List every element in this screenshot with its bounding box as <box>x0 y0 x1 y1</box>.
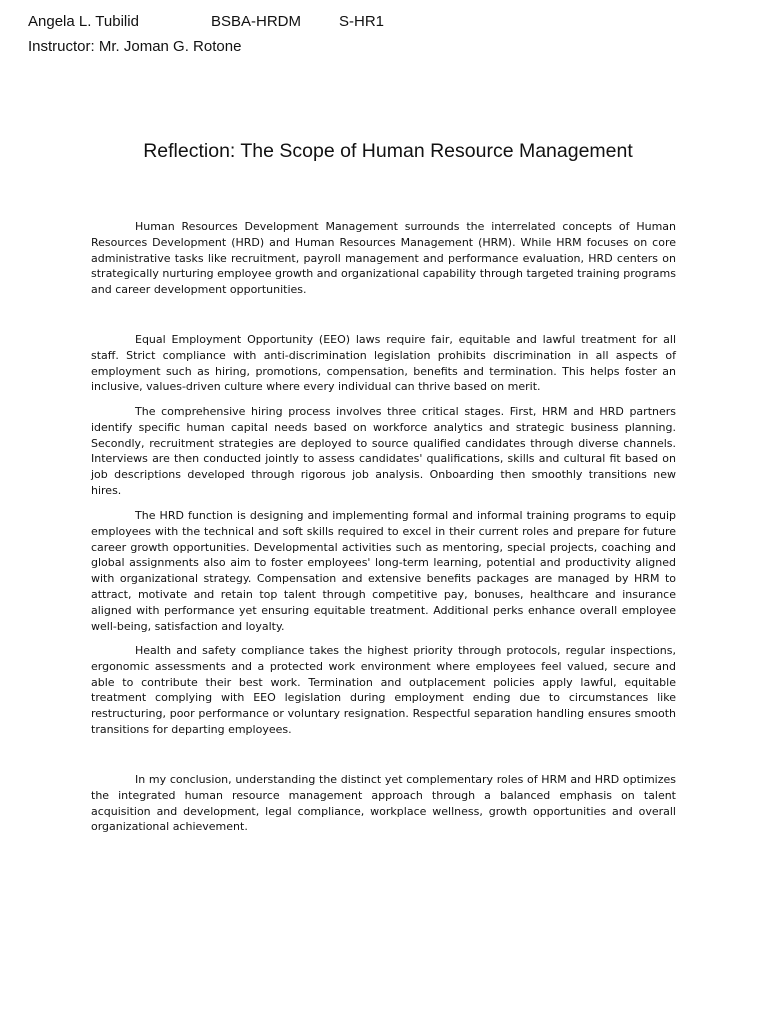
paragraph-conclusion: In my conclusion, understanding the distinct yet complementary roles of HRM and HRD optimizes the integrated human resource management approach through a balanced emphasis on talent acquisition and development, legal compliance, workplace wellness, growth opportunities and overall organizational achievement. <box>91 773 676 834</box>
instructor-line: Instructor: Mr. Joman G. Rotone <box>28 38 242 55</box>
paragraph-hiring-process: The comprehensive hiring process involves three critical stages. First, HRM and HRD partners identify specific human capital needs based on workforce analytics and strategic business planning. Secondly, recruitment strategies are deployed to source qualified candidates through diverse channels. Interviews are then conducted jointly to assess candidates' qualifications, skills and cultural fit based on job descriptions developed through rigorous job analysis. Onboarding then smoothly transitions new hires. <box>91 405 676 497</box>
section-code: S-HR1 <box>339 13 385 30</box>
paragraph-hrd-function: The HRD function is designing and implementing formal and informal training programs to equip employees with the technical and soft skills required to excel in their current roles and prepare for future career growth opportunities. Developmental activities such as mentoring, special projects, coaching and global assignments also aim to foster employees' long-term learning, potential and productivity aligned with organizational strategy. Compensation and extensive benefits packages are managed by HRM to attract, motivate and retain top talent through competitive pay, bonuses, healthcare and insurance aligned with performance yet ensuring equitable treatment. Additional perks enhance overall employee well-being, satisfaction and loyalty. <box>91 509 676 633</box>
student-name: Angela L. Tubilid <box>28 13 139 30</box>
paragraph-introduction: Human Resources Development Management surrounds the interrelated concepts of Human Resources Development (HRD) and Human Resources Management (HRM). While HRM focuses on core administrative tasks like recruitment, payroll management and performance evaluation, HRD centers on strategically nurturing employee growth and organizational capability through targeted training programs and career development opportunities. <box>91 220 676 297</box>
document-title: Reflection: The Scope of Human Resource Management <box>143 140 633 162</box>
paragraph-eeo: Equal Employment Opportunity (EEO) laws require fair, equitable and lawful treatment for all staff. Strict compliance with anti-discrimination legislation prohibits discrimination in all aspects of employment such as hiring, promotions, compensation, benefits and termination. This helps foster an inclusive, values-driven culture where every individual can thrive based on merit. <box>91 333 676 394</box>
paragraph-health-safety: Health and safety compliance takes the highest priority through protocols, regular inspections, ergonomic assessments and a protected work environment where employees feel valued, secure and able to contribute their best work. Termination and outplacement policies apply lawful, equitable treatment complying with EEO legislation during employment ending due to circumstances like restructuring, poor performance or voluntary resignation. Respectful separation handling ensures smooth transitions for departing employees. <box>91 644 676 736</box>
program-code: BSBA-HRDM <box>211 13 302 30</box>
